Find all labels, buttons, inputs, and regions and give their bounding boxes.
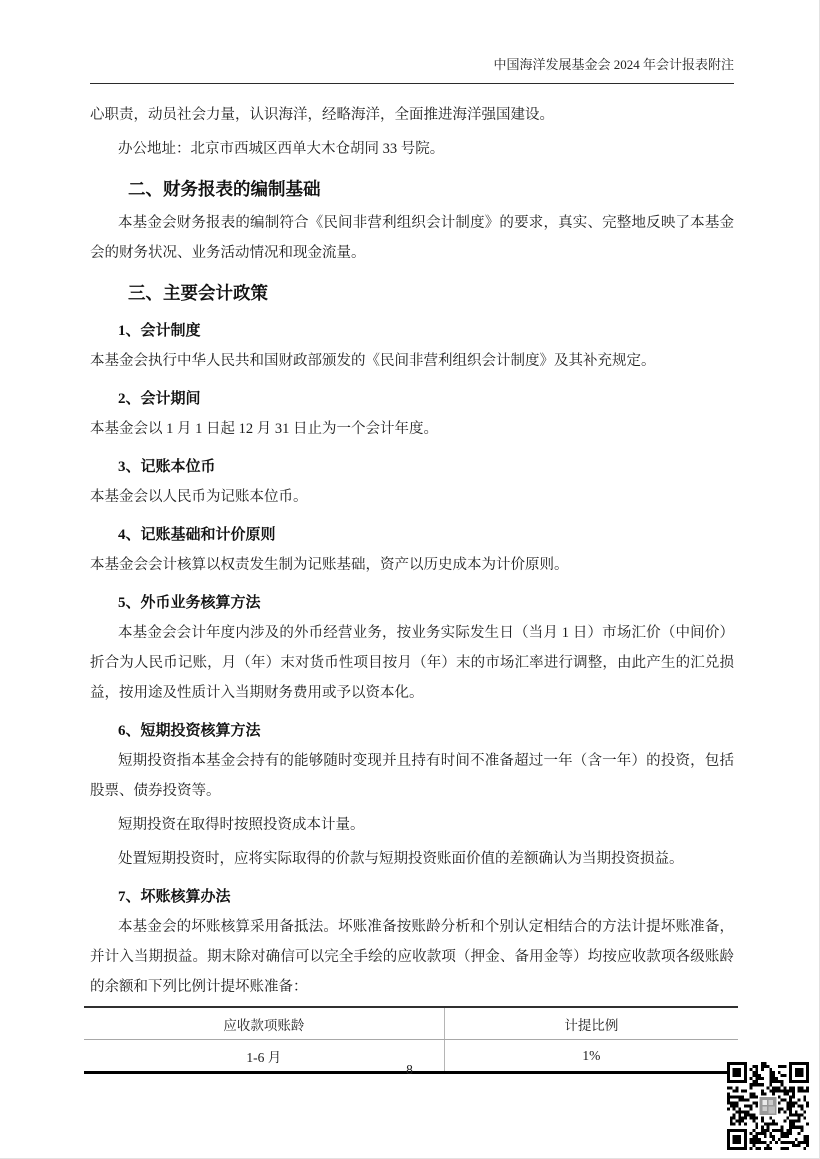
policy-1-heading: 1、会计制度 [118, 323, 201, 339]
policy-5-heading: 5、外币业务核算方法 [118, 595, 261, 611]
policy-6-paragraph-2: 短期投资在取得时按照投资成本计量。 [118, 817, 365, 833]
header-divider [90, 83, 734, 84]
document-body [90, 100, 734, 1074]
policy-4-paragraph: 本基金会会计核算以权责发生制为记账基础，资产以历史成本为计价原则。 [90, 557, 569, 573]
policy-6-heading: 6、短期投资核算方法 [118, 723, 261, 739]
qr-code-image [727, 1062, 809, 1150]
section-2-heading: 二、财务报表的编制基础 [128, 179, 321, 199]
policy-3-heading: 3、记账本位币 [118, 459, 216, 475]
table-cell-ratio: 1% [582, 1047, 601, 1063]
policy-3-paragraph: 本基金会以人民币为记账本位币。 [90, 489, 308, 505]
office-address-paragraph: 办公地址：北京市西城区西单大木仓胡同 33 号院。 [118, 141, 445, 157]
page-number: 8 [406, 1062, 413, 1077]
policy-2-heading: 2、会计期间 [118, 391, 201, 407]
policy-5-paragraph: 本基金会会计年度内涉及的外币经营业务，按业务实际发生日（当月 1 日）市场汇价（中间价）折合为人民币记账，月（年）末对货币性项目按月（年）末的市场汇率进行调整，由此产生的汇兑损益，按用途及性质计入当期财务费用或予以资本化。 [90, 625, 734, 701]
policy-4-heading: 4、记账基础和计价原则 [118, 527, 276, 543]
table-cell-aging: 1-6 月 [84, 1040, 444, 1073]
section-2-paragraph: 本基金会财务报表的编制符合《民间非营利组织会计制度》的要求，真实、完整地反映了本基金会的财务状况、业务活动情况和现金流量。 [90, 215, 734, 261]
section-3-heading: 三、主要会计政策 [128, 283, 268, 303]
running-header: 中国海洋发展基金会 2024 年会计报表附注 [493, 57, 734, 72]
policy-6-paragraph-3: 处置短期投资时，应将实际取得的价款与短期投资账面价值的差额确认为当期投资损益。 [118, 851, 684, 867]
policy-7-heading: 7、坏账核算办法 [118, 889, 231, 905]
policy-7-paragraph: 本基金会的坏账核算采用备抵法。坏账准备按账龄分析和个别认定相结合的方法计提坏账准备，并计入当期损益。期末除对确信可以完全手绘的应收款项（押金、备用金等）均按应收款项各级账龄的余额和下列比例计提坏账准备： [90, 919, 734, 995]
table-header-row [84, 1007, 738, 1040]
policy-1-paragraph: 本基金会执行中华人民共和国财政部颁发的《民间非营利组织会计制度》及其补充规定。 [90, 353, 656, 369]
table-header-aging: 应收款项账龄 [84, 1007, 444, 1040]
policy-2-paragraph: 本基金会以 1 月 1 日起 12 月 31 日止为一个会计年度。 [90, 421, 438, 437]
continuation-paragraph: 心职责，动员社会力量，认识海洋，经略海洋，全面推进海洋强国建设。 [90, 107, 554, 123]
table-header-ratio: 计提比例 [444, 1007, 738, 1040]
policy-6-paragraph-1: 短期投资指本基金会持有的能够随时变现并且持有时间不准备超过一年（含一年）的投资，包括股票、债券投资等。 [90, 753, 734, 799]
qr-code [727, 1062, 809, 1150]
